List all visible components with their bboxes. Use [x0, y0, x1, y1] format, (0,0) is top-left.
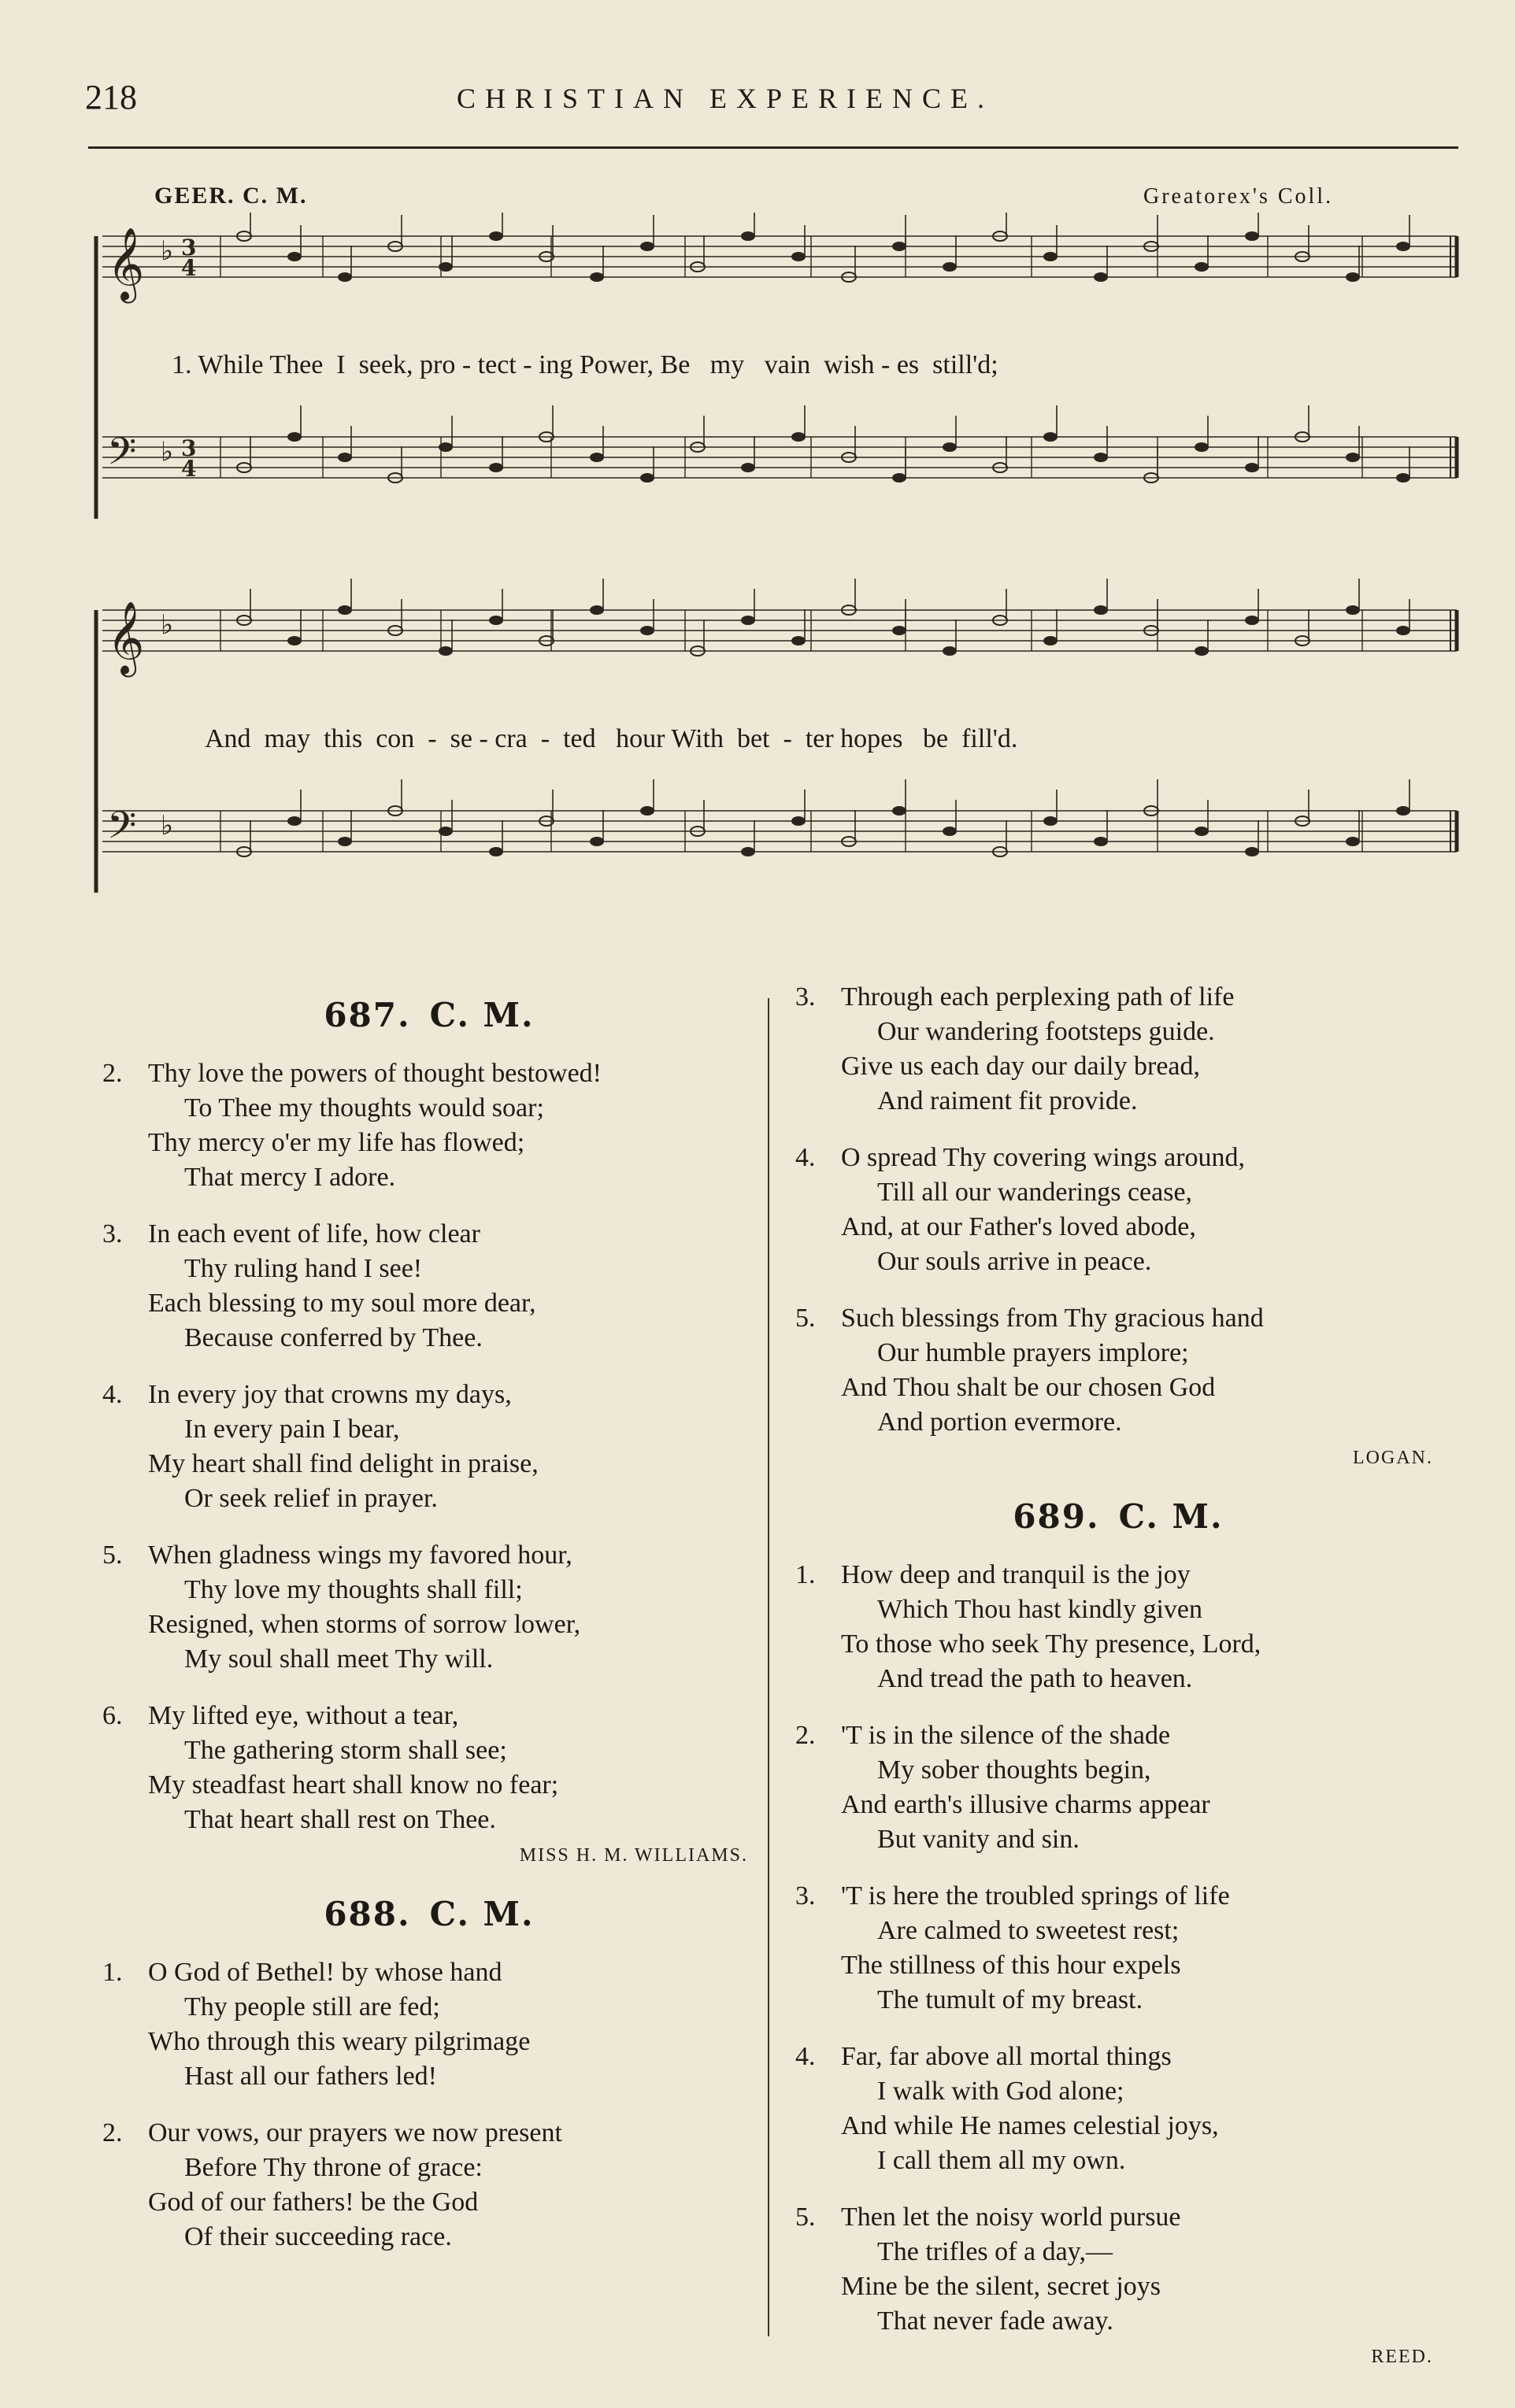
note-head: [439, 262, 453, 272]
note-head: [640, 242, 654, 251]
note-head: [943, 827, 957, 836]
stanza-line: And while He names celestial joys,: [841, 2111, 1219, 2140]
stanza-line: How deep and tranquil is the joy: [841, 1560, 1191, 1589]
stanza-line: When gladness wings my favored hour,: [148, 1541, 572, 1570]
stanza-line: Our souls arrive in peace.: [877, 1247, 1152, 1276]
note-head: [1346, 272, 1360, 282]
page-number: 218: [85, 78, 137, 117]
time-signature-bottom: 4: [181, 255, 197, 281]
stanza: [795, 2040, 1441, 2178]
stanza-line: In every pain I bear,: [184, 1415, 400, 1444]
note-head: [1245, 231, 1259, 241]
note-head: [640, 806, 654, 816]
note-head: [943, 442, 957, 452]
stanza-line: Thy people still are fed;: [184, 1992, 440, 2021]
stanza-line: In every joy that crowns my days,: [148, 1380, 512, 1409]
stanza-line: 'T is in the silence of the shade: [841, 1721, 1171, 1750]
header-rule: [88, 146, 1458, 149]
stanza: [102, 1217, 756, 1356]
stanza-line: Each blessing to my soul more dear,: [148, 1289, 536, 1318]
note-head: [1195, 442, 1209, 452]
tune-lyrics-line-1: 1. While Thee I seek, pro - tect - ing Power, Be my vain wish - es still'd;: [172, 350, 998, 379]
tune-lyrics-line-2: And may this con - se - cra - ted hour With bet - ter hopes be fill'd.: [205, 724, 1018, 753]
stanza: [102, 1378, 756, 1516]
note-head: [892, 242, 906, 251]
stanza-line: Which Thou hast kindly given: [877, 1595, 1202, 1624]
stanza-number: 1.: [102, 1958, 123, 1987]
stanza-number: 6.: [102, 1701, 123, 1730]
note-head: [640, 473, 654, 483]
treble-clef: 𝄞: [107, 601, 145, 674]
stanza: [795, 2200, 1441, 2339]
stanza-line: That mercy I adore.: [184, 1163, 396, 1192]
stanza: [795, 1879, 1441, 2018]
treble-clef: 𝄞: [107, 227, 145, 300]
stanza-line: In each event of life, how clear: [148, 1219, 480, 1248]
stanza-line: My sober thoughts begin,: [877, 1755, 1151, 1785]
note-head: [1094, 837, 1108, 846]
stanza-line: Mine be the silent, secret joys: [841, 2272, 1161, 2301]
note-head: [489, 231, 503, 241]
stanza-line: Are calmed to sweetest rest;: [877, 1916, 1180, 1945]
stanza-line: God of our fathers! be the God: [148, 2188, 479, 2217]
hymn-688-heading: [102, 1895, 756, 1933]
hymn-688-stanzas-right: [795, 980, 1441, 1440]
hymn-689-author: REED.: [1371, 2347, 1433, 2367]
note-head: [1396, 242, 1410, 251]
note-head: [439, 646, 453, 656]
hymn-689-heading: [795, 1497, 1441, 1536]
note-head: [791, 816, 806, 826]
hymn-number: 687.: [324, 996, 411, 1034]
stanza-line: And earth's illusive charms appear: [841, 1790, 1210, 1819]
time-signature-top: 3: [181, 235, 197, 261]
stanza-line: The trifles of a day,—: [877, 2237, 1113, 2266]
stanza-line: My lifted eye, without a tear,: [148, 1701, 459, 1730]
stanza-line: That never fade away.: [877, 2306, 1113, 2336]
key-signature-flat: ♭: [161, 810, 174, 842]
stanza-line: But vanity and sin.: [877, 1825, 1080, 1854]
note-head: [338, 272, 352, 282]
tune-source: Greatorex's Coll.: [1143, 184, 1334, 209]
stanza-line: The tumult of my breast.: [877, 1985, 1143, 2014]
hymn-687-stanzas: [102, 1056, 756, 1837]
note-head: [1245, 463, 1259, 472]
key-signature-flat: ♭: [161, 436, 174, 468]
note-head: [1043, 636, 1058, 645]
hymn-687-heading: [102, 996, 756, 1034]
note-head: [791, 252, 806, 261]
music-score: [87, 213, 1472, 937]
stanza-number: 4.: [795, 2042, 816, 2071]
right-column: [795, 980, 1441, 2396]
stanza-line: Then let the noisy world pursue: [841, 2203, 1181, 2232]
note-head: [1346, 453, 1360, 462]
note-head: [1396, 626, 1410, 635]
note-head: [338, 605, 352, 615]
stanza-line: Far, far above all mortal things: [841, 2042, 1172, 2071]
stanza-line: Before Thy throne of grace:: [184, 2153, 483, 2182]
note-head: [1195, 262, 1209, 272]
note-head: [287, 252, 302, 261]
note-head: [1043, 252, 1058, 261]
note-head: [1043, 432, 1058, 442]
stanza: [102, 1699, 756, 1837]
stanza: [102, 1538, 756, 1677]
stanza-number: 5.: [795, 1304, 816, 1333]
stanza: [102, 1955, 756, 2094]
note-head: [287, 816, 302, 826]
note-head: [892, 806, 906, 816]
stanza: [795, 1301, 1441, 1440]
stanza: [795, 1718, 1441, 1857]
note-head: [943, 262, 957, 272]
key-signature-flat: ♭: [161, 235, 174, 267]
stanza: [795, 1141, 1441, 1279]
note-head: [489, 463, 503, 472]
stanza-line: Give us each day our daily bread,: [841, 1052, 1200, 1081]
stanza-line: I call them all my own.: [877, 2146, 1126, 2175]
note-head: [741, 616, 755, 625]
note-head: [1346, 837, 1360, 846]
stanza-number: 4.: [102, 1380, 123, 1409]
stanza-line: Through each perplexing path of life: [841, 982, 1235, 1012]
note-head: [1396, 806, 1410, 816]
stanza-line: To those who seek Thy presence, Lord,: [841, 1629, 1261, 1659]
stanza-line: Hast all our fathers led!: [184, 2062, 437, 2091]
note-head: [1245, 616, 1259, 625]
note-head: [1346, 605, 1360, 615]
time-signature-bottom: 4: [181, 456, 197, 482]
tune-name: GEER. C. M.: [154, 183, 308, 209]
stanza-line: Of their succeeding race.: [184, 2222, 452, 2251]
stanza-line: Our vows, our prayers we now present: [148, 2118, 562, 2147]
stanza-line: O spread Thy covering wings around,: [841, 1143, 1246, 1172]
note-head: [287, 432, 302, 442]
note-head: [892, 473, 906, 483]
note-head: [943, 646, 957, 656]
note-head: [489, 616, 503, 625]
stanza-number: 5.: [102, 1541, 123, 1570]
note-head: [892, 626, 906, 635]
stanza-line: Such blessings from Thy gracious hand: [841, 1304, 1264, 1333]
stanza-line: The stillness of this hour expels: [841, 1951, 1181, 1980]
note-head: [1245, 847, 1259, 856]
note-head: [590, 453, 604, 462]
stanza-line: Our wandering footsteps guide.: [877, 1017, 1215, 1046]
stanza-number: 2.: [102, 2118, 123, 2147]
stanza: [795, 1558, 1441, 1696]
stanza-line: Till all our wanderings cease,: [877, 1178, 1193, 1207]
note-head: [640, 626, 654, 635]
note-head: [439, 827, 453, 836]
stanza-line: 'T is here the troubled springs of life: [841, 1881, 1230, 1910]
stanza-number: 3.: [102, 1219, 123, 1248]
stanza-line: And, at our Father's loved abode,: [841, 1212, 1196, 1241]
hymn-meter: C. M.: [429, 996, 535, 1034]
stanza-line: Thy love my thoughts shall fill;: [184, 1575, 523, 1604]
stanza: [102, 1056, 756, 1195]
hymn-688-author: LOGAN.: [1353, 1448, 1433, 1468]
note-head: [590, 837, 604, 846]
stanza-line: My soul shall meet Thy will.: [184, 1644, 494, 1674]
stanza-line: And tread the path to heaven.: [877, 1664, 1193, 1693]
stanza: [102, 2116, 756, 2254]
stanza-line: Thy mercy o'er my life has flowed;: [148, 1128, 525, 1157]
note-head: [791, 636, 806, 645]
stanza-line: To Thee my thoughts would soar;: [184, 1093, 544, 1123]
key-signature-flat: ♭: [161, 609, 174, 641]
note-head: [741, 463, 755, 472]
hymn-meter: C. M.: [1118, 1497, 1224, 1536]
stanza-line: Thy love the powers of thought bestowed!: [148, 1059, 602, 1088]
stanza-line: Or seek relief in prayer.: [184, 1484, 438, 1513]
note-head: [439, 442, 453, 452]
stanza-line: That heart shall rest on Thee.: [184, 1805, 496, 1834]
stanza-line: Thy ruling hand I see!: [184, 1254, 423, 1283]
stanza-line: I walk with God alone;: [877, 2077, 1124, 2106]
note-head: [1195, 646, 1209, 656]
note-head: [489, 847, 503, 856]
note-head: [741, 231, 755, 241]
clefs: [107, 227, 196, 856]
hymn-number: 689.: [1013, 1497, 1100, 1536]
stanza-line: And portion evermore.: [877, 1407, 1122, 1437]
hymn-689-stanzas: [795, 1558, 1441, 2339]
note-head: [791, 432, 806, 442]
note-head: [1094, 272, 1108, 282]
stanza-number: 2.: [795, 1721, 816, 1750]
stanza-line: Who through this weary pilgrimage: [148, 2027, 531, 2056]
stanza-number: 4.: [795, 1143, 816, 1172]
stanza-number: 3.: [795, 1881, 816, 1910]
stanza-line: My heart shall find delight in praise,: [148, 1449, 539, 1478]
note-head: [1094, 453, 1108, 462]
note-head: [741, 847, 755, 856]
hymn-688-stanzas-left: [102, 1955, 756, 2254]
note-head: [338, 453, 352, 462]
left-column: [102, 980, 756, 2277]
bass-clef: 𝄢: [107, 429, 137, 483]
stanza-number: 5.: [795, 2203, 816, 2232]
note-head: [338, 837, 352, 846]
stanza-line: Our humble prayers implore;: [877, 1338, 1189, 1367]
stanza-line: And raiment fit provide.: [877, 1086, 1138, 1115]
note-head: [1195, 827, 1209, 836]
note-heads: [237, 213, 1410, 856]
time-signature-top: 3: [181, 435, 197, 461]
bass-clef: 𝄢: [107, 803, 137, 856]
hymn-687-author: MISS H. M. WILLIAMS.: [519, 1845, 748, 1866]
note-head: [590, 272, 604, 282]
stanza-number: 3.: [795, 982, 816, 1012]
stanza-line: And Thou shalt be our chosen God: [841, 1373, 1216, 1402]
hymn-meter: C. M.: [429, 1895, 535, 1933]
note-head: [590, 605, 604, 615]
note-head: [1396, 473, 1410, 483]
note-head: [1094, 605, 1108, 615]
stanza-line: Because conferred by Thee.: [184, 1323, 483, 1352]
running-head: CHRISTIAN EXPERIENCE.: [457, 83, 994, 114]
stanza: [795, 980, 1441, 1119]
stanza-number: 1.: [795, 1560, 816, 1589]
stanza-line: O God of Bethel! by whose hand: [148, 1958, 502, 1987]
column-divider: [768, 998, 769, 2336]
stanza-line: My steadfast heart shall know no fear;: [148, 1770, 559, 1800]
hymn-number: 688.: [324, 1895, 411, 1933]
stanza-line: The gathering storm shall see;: [184, 1736, 507, 1765]
note-head: [1043, 816, 1058, 826]
stanza-line: Resigned, when storms of sorrow lower,: [148, 1610, 581, 1639]
stanza-number: 2.: [102, 1059, 123, 1088]
note-head: [287, 636, 302, 645]
